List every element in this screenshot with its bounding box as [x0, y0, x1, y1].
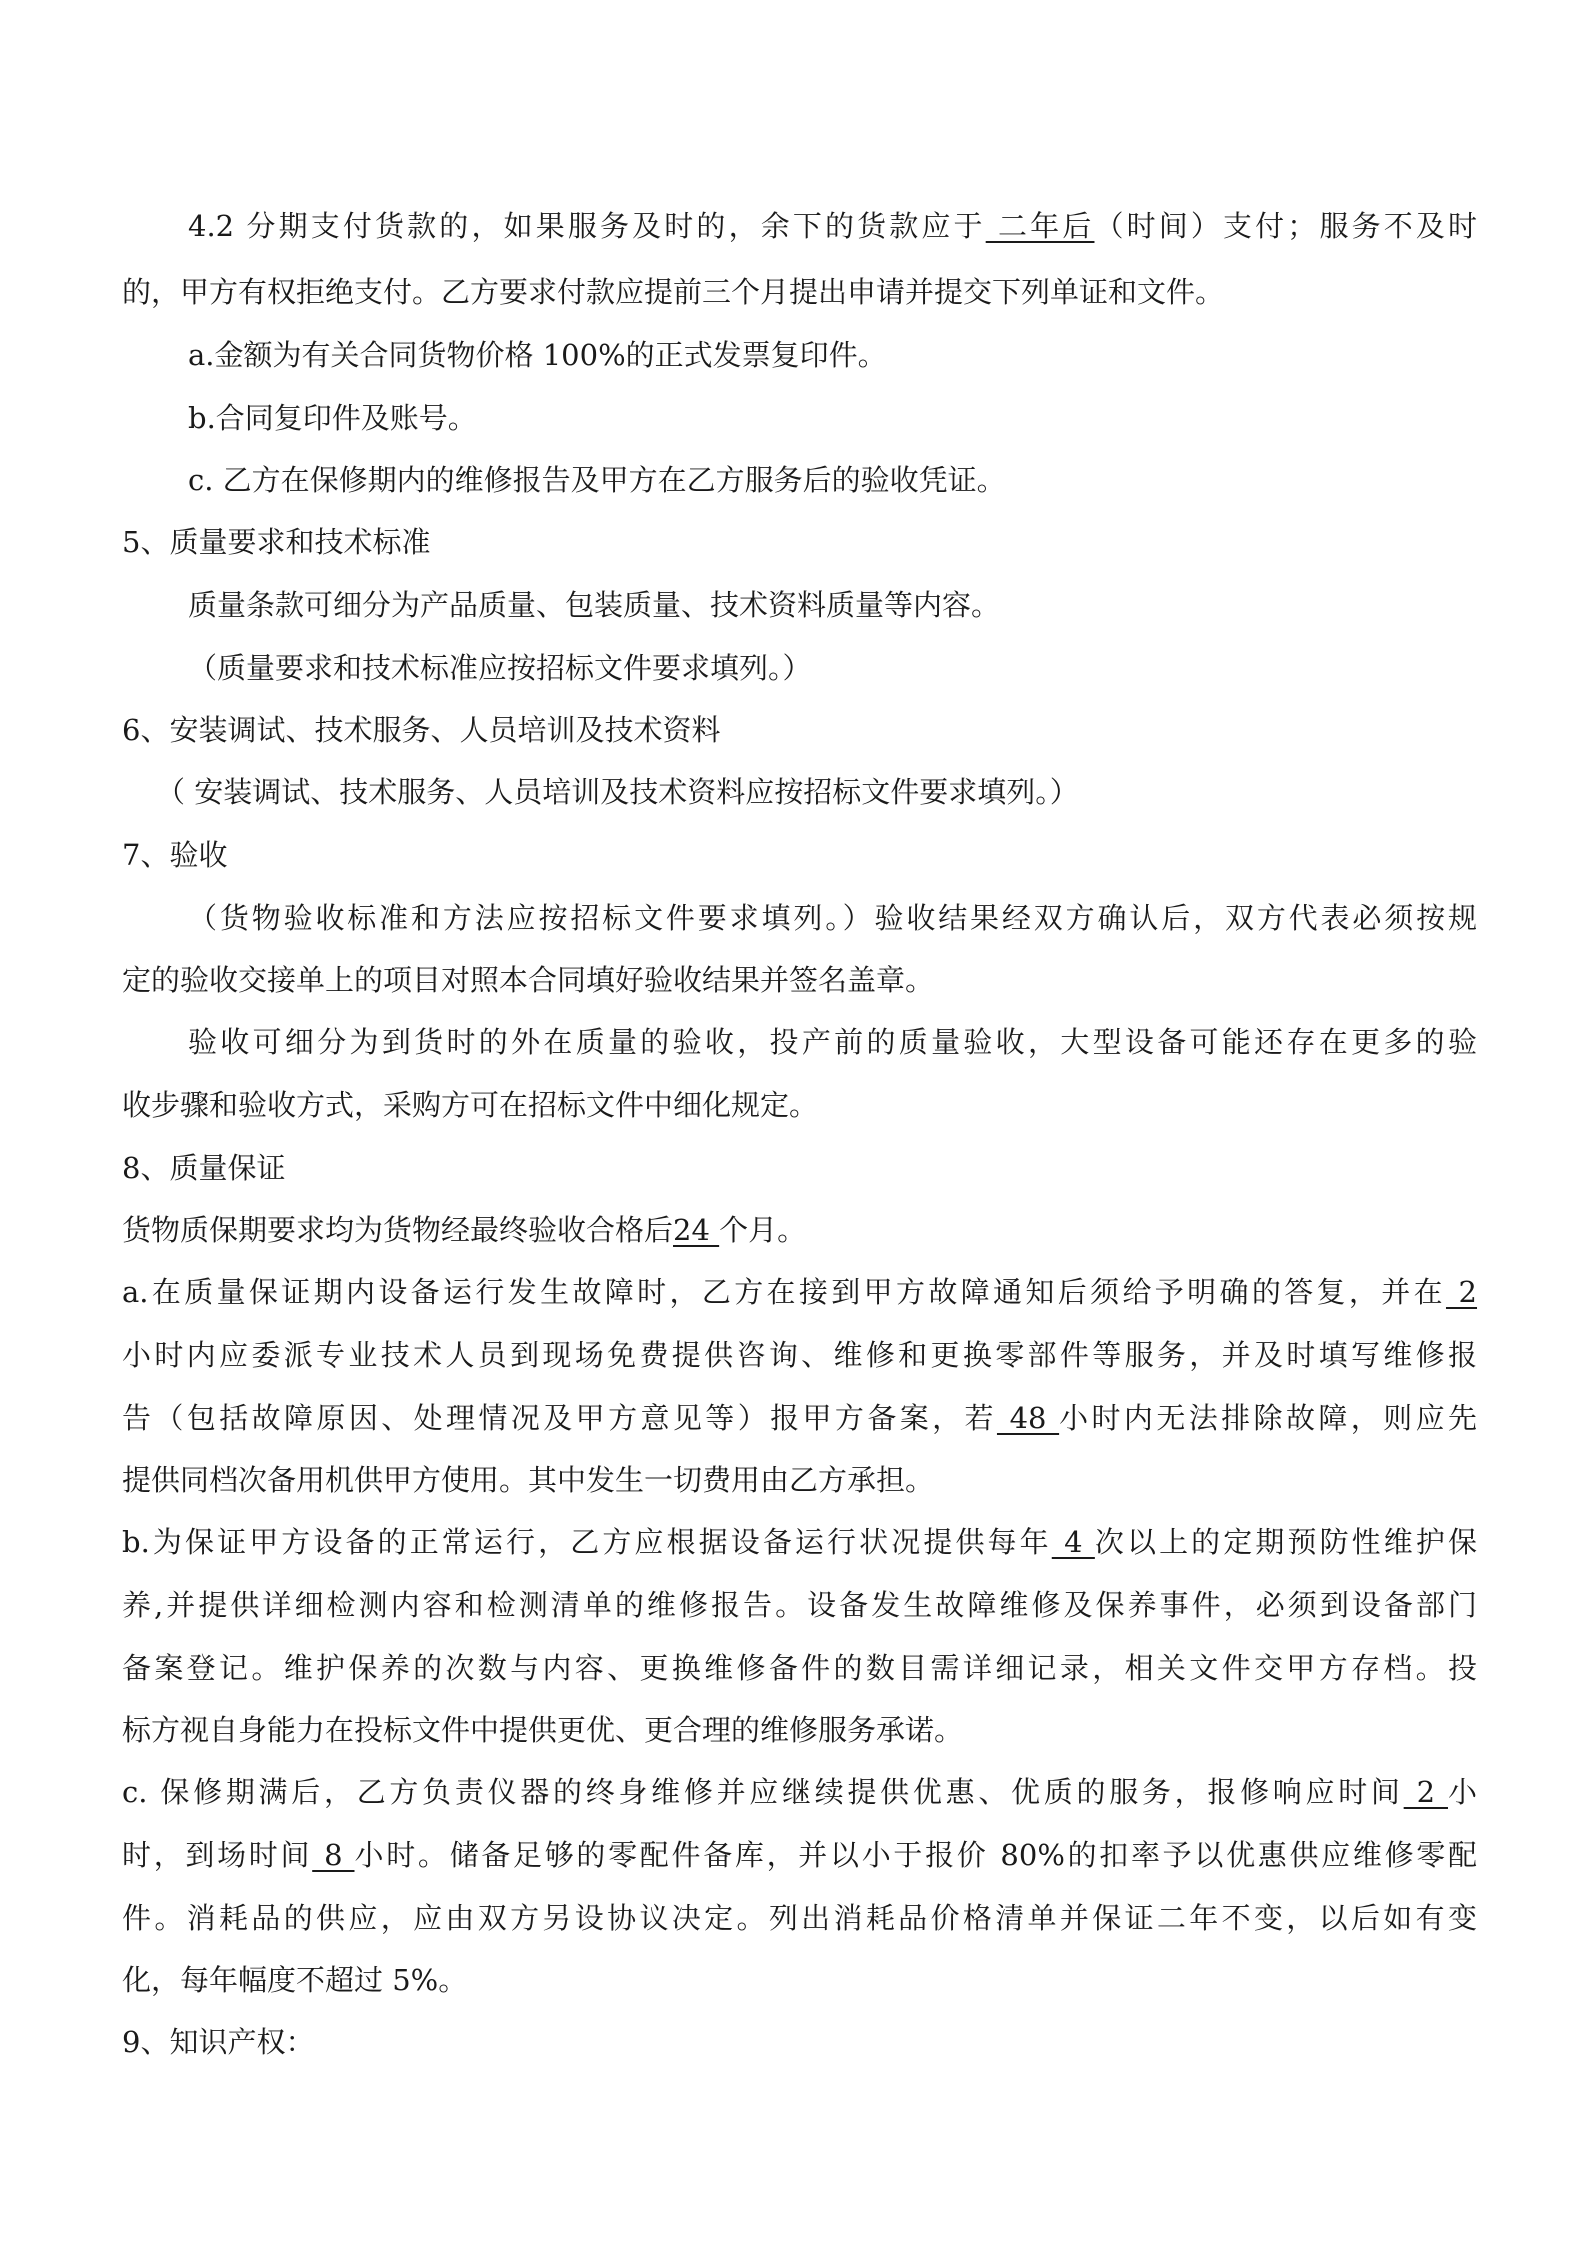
- item-a-line1: [122, 1272, 1477, 1312]
- item-c-line3: 件。消耗品的供应，应由双方另设协议决定。列出消耗品价格清单并保证二年不变，以后如有变: [122, 1901, 1477, 1935]
- text-segment: 货物质保期要求均为货物经最终验收合格后: [122, 1213, 674, 1247]
- item-c-line4: 化，每年幅度不超过 5%。: [122, 1963, 468, 1997]
- text-segment: 次以上的定期预防性维护保: [1094, 1525, 1477, 1559]
- warranty-period: [122, 1210, 1477, 1250]
- underlined-blank: 二年后: [985, 209, 1095, 243]
- underlined-blank: 8: [312, 1838, 355, 1872]
- underlined-blank: 24: [673, 1213, 720, 1247]
- text-segment: c. 保修期满后，乙方负责仪器的终身维修并应继续提供优惠、优质的服务，报修响应时间: [122, 1775, 1404, 1809]
- section-7-heading: 7、验收: [122, 838, 228, 872]
- text-segment: （时间）支付；服务不及时: [1094, 209, 1477, 243]
- text-segment: 时，到场时间: [122, 1838, 313, 1872]
- item-a-line4: 提供同档次备用机供甲方使用。其中发生一切费用由乙方承担。: [122, 1463, 935, 1497]
- text-segment: b.为保证甲方设备的正常运行，乙方应根据设备运行状况提供每年: [122, 1525, 1052, 1559]
- section-5-note: （质量要求和技术标准应按招标文件要求填列。）: [188, 651, 812, 685]
- section-7-para2-line2: 收步骤和验收方式，采购方可在招标文件中细化规定。: [122, 1088, 819, 1122]
- item-c-report: c. 乙方在保修期内的维修报告及甲方在乙方服务后的验收凭证。: [188, 463, 1006, 497]
- underlined-blank: 2: [1445, 1275, 1478, 1309]
- underlined-blank: 4: [1051, 1525, 1095, 1559]
- item-b-line4: 标方视自身能力在投标文件中提供更优、更合理的维修服务承诺。: [122, 1713, 964, 1747]
- item-b-contract: b.合同复印件及账号。: [188, 401, 477, 435]
- section-8-heading: 8、质量保证: [122, 1151, 286, 1185]
- item-c-line2: [122, 1835, 1477, 1875]
- para-4-2-line1: [188, 206, 1477, 246]
- item-b-line1: [122, 1522, 1477, 1562]
- item-a-line2: 小时内应委派专业技术人员到现场免费提供咨询、维修和更换零部件等服务，并及时填写维修报: [122, 1338, 1477, 1372]
- underlined-blank: 2: [1403, 1775, 1448, 1809]
- text-segment: 个月。: [719, 1213, 807, 1247]
- text-segment: 小时。储备足够的零配件备库，并以小于报价 80%的扣率予以优惠供应维修零配: [354, 1838, 1477, 1872]
- para-4-2-line2: 的，甲方有权拒绝支付。乙方要求付款应提前三个月提出申请并提交下列单证和文件。: [122, 275, 1225, 309]
- text-segment: 4.2 分期支付货款的，如果服务及时的，余下的货款应于: [188, 209, 986, 243]
- section-6-heading: 6、安装调试、技术服务、人员培训及技术资料: [122, 713, 721, 747]
- section-6-note: （ 安装调试、技术服务、人员培训及技术资料应按招标文件要求填列。）: [156, 775, 1079, 809]
- text-segment: 告（包括故障原因、处理情况及甲方意见等）报甲方备案，若: [122, 1401, 997, 1435]
- section-9-heading: 9、知识产权：: [122, 2025, 315, 2059]
- section-7-para1-line2: 定的验收交接单上的项目对照本合同填好验收结果并签名盖章。: [122, 963, 935, 997]
- item-b-line2: 养,并提供详细检测内容和检测清单的维修报告。设备发生故障维修及保养事件，必须到设备部门: [122, 1588, 1477, 1622]
- text-segment: a.在质量保证期内设备运行发生故障时，乙方在接到甲方故障通知后须给予明确的答复，并在: [122, 1275, 1446, 1309]
- section-7-para2-line1: 验收可细分为到货时的外在质量的验收，投产前的质量验收，大型设备可能还存在更多的验: [188, 1025, 1477, 1059]
- text-segment: 小时内无法排除故障，则应先: [1059, 1401, 1477, 1435]
- section-5-heading: 5、质量要求和技术标准: [122, 525, 431, 559]
- item-a-line3: [122, 1398, 1477, 1438]
- item-c-line1: [122, 1772, 1477, 1812]
- underlined-blank: 48: [996, 1401, 1060, 1435]
- item-a-invoice: a.金额为有关合同货物价格 100%的正式发票复印件。: [188, 338, 887, 372]
- text-segment: 小: [1447, 1775, 1477, 1809]
- section-7-para1-line1: （货物验收标准和方法应按招标文件要求填列。）验收结果经双方确认后，双方代表必须按规: [188, 901, 1477, 935]
- section-5-body: 质量条款可细分为产品质量、包装质量、技术资料质量等内容。: [188, 588, 1001, 622]
- item-b-line3: 备案登记。维护保养的次数与内容、更换维修备件的数目需详细记录，相关文件交甲方存档。投: [122, 1651, 1477, 1685]
